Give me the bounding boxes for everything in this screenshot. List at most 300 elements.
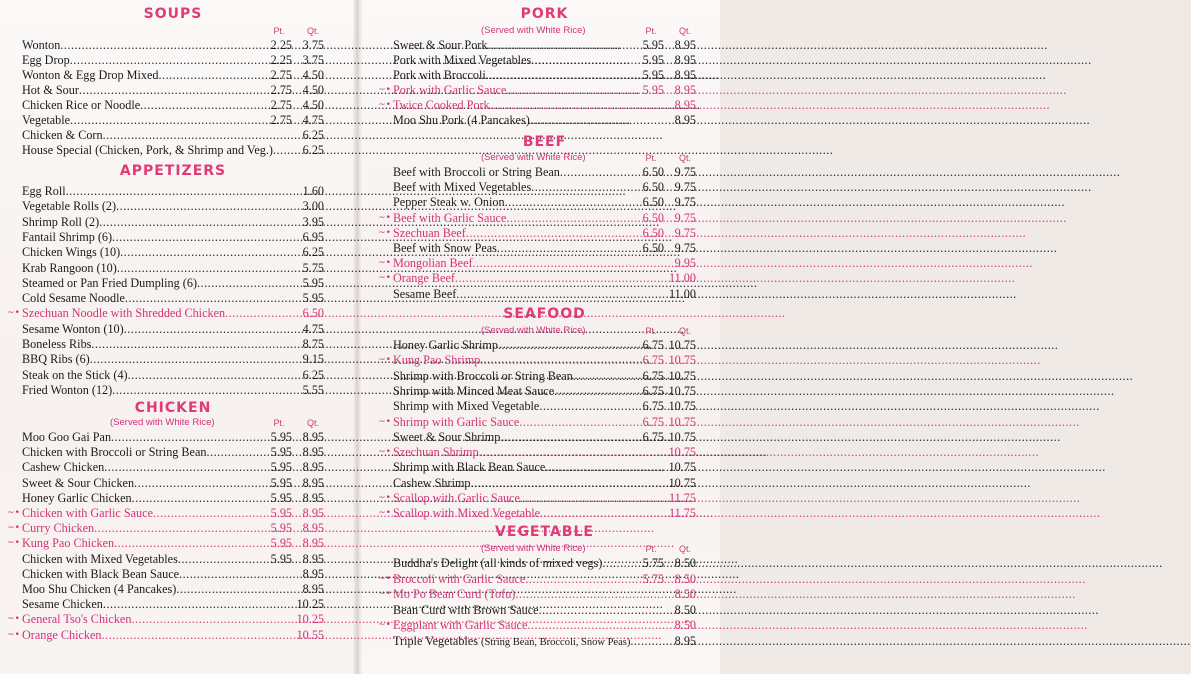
pint-price: 5.95: [270, 475, 292, 490]
item-name-text: Egg Drop: [22, 53, 70, 67]
dot-leader: [520, 491, 664, 506]
quart-price: 9.75: [674, 225, 696, 240]
menu-item: [393, 180, 696, 195]
menu-item: [393, 476, 696, 491]
item-name: [22, 261, 117, 276]
item-name-text: Egg Roll: [22, 184, 66, 198]
quart-price: 10.25: [296, 597, 324, 612]
quart-price: 10.75: [668, 445, 696, 460]
item-name: [393, 618, 527, 633]
quart-price: 10.75: [668, 368, 696, 383]
quart-price: 8.95: [302, 460, 324, 475]
quart-price: 11.00: [669, 271, 696, 286]
item-name: [393, 226, 466, 241]
dot-leader: [116, 199, 292, 214]
item-name-text: Buddha's Delight (all kinds of mixed vegs): [393, 556, 603, 570]
item-name: [22, 337, 91, 352]
quart-header: Qt.: [678, 326, 691, 336]
item-name-text: Krab Rangoon (10): [22, 260, 117, 275]
section-title-chicken: CHICKEN: [134, 400, 212, 416]
dot-leader: [505, 195, 643, 210]
dot-leader: [70, 113, 271, 128]
section-title-seafood: SEAFOOD: [503, 306, 586, 322]
quart-price: 8.95: [302, 582, 324, 596]
quart-header: Qt.: [678, 544, 691, 554]
item-name: [393, 241, 497, 256]
menu-item: [22, 68, 324, 83]
item-name: [22, 368, 128, 383]
item-name-text: Fantail Shrimp (6): [22, 229, 113, 244]
dot-leader: [66, 184, 292, 199]
dot-leader: [117, 261, 292, 276]
menu-item: [393, 399, 696, 414]
item-name-text: Moo Shu Pork (4 Pancakes): [393, 113, 530, 127]
item-name: [393, 445, 479, 460]
dot-leader: [506, 83, 642, 98]
quart-price: 8.75: [302, 337, 324, 351]
quart-price: 5.95: [302, 291, 324, 306]
dot-leader: [471, 476, 664, 491]
pint-price: 5.75: [642, 556, 664, 570]
item-name-text: Wonton: [22, 38, 61, 52]
item-name-text: BBQ Ribs (6): [22, 352, 90, 367]
quart-price: 8.95: [674, 633, 696, 648]
menu-item: [393, 68, 696, 83]
item-name-text: Scallop with Mixed Vegetable: [393, 506, 541, 521]
pint-price: 6.50: [642, 225, 664, 240]
spicy-icon: ~•: [378, 416, 391, 427]
menu-item: [22, 337, 324, 352]
menu-item: [22, 352, 324, 367]
quart-price: 8.95: [674, 38, 696, 52]
dot-leader: [60, 38, 270, 53]
dot-leader: [153, 506, 271, 521]
quart-price: 6.95: [302, 229, 324, 244]
item-name-text: Orange Chicken: [22, 627, 102, 642]
menu-item: [7, 306, 324, 321]
quart-price: 8.95: [674, 98, 696, 112]
quart-price: 9.75: [674, 241, 696, 255]
dot-leader: [630, 634, 664, 649]
item-name: [393, 38, 487, 53]
quart-price: 6.25: [302, 245, 324, 260]
item-name-text: Curry Chicken: [22, 521, 95, 536]
dot-leader: [125, 291, 292, 306]
menu-item: [378, 618, 696, 633]
menu-item: [378, 587, 696, 602]
menu-item: [393, 430, 696, 445]
quart-price: 9.75: [674, 210, 696, 225]
item-name-text: Cashew Chicken: [22, 460, 105, 475]
dot-leader: [120, 245, 292, 260]
menu-item: [22, 291, 324, 306]
item-name-text: Sweet & Sour Shrimp: [393, 429, 501, 444]
item-name-text: Chicken with Mixed Vegetables: [22, 551, 178, 566]
item-name: [22, 53, 70, 68]
menu-item: [393, 113, 696, 128]
menu-item: [7, 612, 324, 627]
quart-price: 10.75: [668, 429, 696, 444]
quart-header: Qt.: [306, 418, 319, 428]
dot-leader: [527, 618, 664, 633]
pint-price: 6.50: [642, 165, 664, 179]
item-name-text: Vegetable Rolls (2): [22, 199, 117, 214]
quart-price: 10.75: [668, 475, 696, 490]
section-title-appetizers: APPETIZERS: [119, 163, 227, 179]
menu-item: [378, 445, 696, 460]
item-name-text: Orange Beef: [393, 271, 455, 286]
item-name-text: Sweet & Sour Pork: [393, 38, 488, 52]
spicy-icon: ~•: [378, 493, 391, 503]
pint-price: 6.75: [642, 368, 664, 383]
item-name: [22, 230, 112, 245]
dot-leader: [102, 628, 292, 643]
dot-leader: [124, 322, 292, 337]
dot-leader: [602, 556, 642, 571]
item-name: [22, 184, 66, 199]
item-name: [22, 68, 158, 83]
menu-item: [393, 603, 696, 618]
dot-leader: [178, 552, 271, 567]
menu-item: [22, 597, 324, 612]
quart-price: 3.75: [302, 38, 324, 52]
item-name: [393, 83, 506, 98]
quart-price: 5.55: [302, 382, 324, 397]
item-name-text: Moo Goo Gai Pan: [22, 430, 112, 444]
served-note: (Served with White Rice): [481, 152, 586, 163]
item-name: [22, 567, 179, 582]
quart-price: 9.75: [674, 165, 696, 179]
item-name: [393, 430, 500, 445]
item-name: [393, 113, 530, 128]
menu-item: [378, 271, 696, 286]
item-name-text: Szechuan Beef: [393, 225, 466, 240]
item-name: [22, 430, 111, 445]
item-name: [22, 98, 140, 113]
dot-leader: [131, 612, 292, 627]
pint-price: 6.75: [642, 399, 664, 414]
spicy-icon: ~•: [7, 614, 20, 625]
item-name-text: Shrimp with Broccoli or String Bean: [393, 368, 573, 383]
menu-item: [22, 230, 324, 245]
menu-item: [378, 83, 696, 98]
dot-leader: [554, 384, 643, 399]
item-name-text: Chicken Wings (10): [22, 245, 121, 260]
menu-item: [22, 199, 324, 214]
pint-price: 2.25: [270, 53, 292, 67]
menu-item: [22, 38, 324, 53]
pint-price: 2.75: [270, 98, 292, 112]
dot-leader: [539, 399, 642, 414]
menu-item: [7, 521, 324, 536]
quart-price: 8.95: [302, 551, 324, 566]
item-name-text: Shrimp with Mixed Vegetable: [393, 399, 540, 414]
quart-price: 4.75: [302, 113, 324, 127]
pint-price: 5.95: [642, 68, 664, 82]
quart-price: 9.95: [674, 256, 696, 271]
item-name-text: Kung Pao Chicken: [22, 536, 115, 551]
item-name: [22, 476, 134, 491]
item-name: [393, 353, 480, 368]
item-name-text: Chicken & Corn: [22, 128, 103, 142]
menu-item: [22, 113, 324, 128]
served-note: (Served with White Rice): [481, 543, 586, 554]
item-name: [393, 211, 506, 226]
item-name: [22, 460, 104, 475]
spicy-icon: ~•: [378, 620, 391, 630]
quart-price: 3.00: [302, 199, 324, 214]
item-name-text: General Tso's Chicken: [22, 612, 132, 627]
spicy-icon: ~•: [7, 629, 20, 640]
pint-header: Pt.: [273, 26, 285, 36]
item-name-text: Chicken with Garlic Sauce: [22, 506, 153, 520]
pint-price: 5.95: [270, 521, 292, 536]
quart-price: 4.75: [302, 321, 324, 336]
item-name: [393, 491, 520, 506]
dot-leader: [498, 338, 643, 353]
menu-item: [393, 241, 696, 256]
dot-leader: [531, 180, 642, 195]
section-title-soups: SOUPS: [143, 6, 203, 22]
item-name: [22, 582, 176, 597]
dot-leader: [455, 271, 664, 286]
dot-leader: [539, 603, 664, 618]
item-name: [393, 384, 554, 399]
menu-item: [22, 261, 324, 276]
menu-item: [393, 195, 696, 210]
item-name-text: Beef with Broccoli or String Bean: [393, 165, 560, 179]
item-name: [393, 603, 539, 618]
menu-item: [22, 83, 324, 98]
item-name-text: Pork with Broccoli: [393, 68, 486, 82]
pint-price: 2.25: [270, 38, 292, 52]
dot-leader: [497, 241, 643, 256]
item-name-text: Pork with Mixed Vegetables: [393, 53, 532, 67]
item-name-text: Pepper Steak w. Onion: [393, 195, 505, 210]
item-name-text: Mo Po Bean Curd (Tofu): [393, 587, 516, 601]
quart-price: 3.75: [302, 53, 324, 67]
spicy-icon: ~•: [378, 573, 391, 584]
quart-price: 10.55: [296, 627, 324, 642]
menu-item: [393, 38, 696, 53]
item-name-text: Sesame Wonton (10): [22, 321, 124, 336]
menu-item: [393, 556, 696, 571]
item-name-text: Moo Shu Chicken (4 Pancakes): [22, 582, 177, 596]
item-name: [393, 98, 490, 113]
item-name: [393, 53, 531, 68]
menu-item: [378, 571, 696, 587]
item-name: [22, 521, 94, 536]
spicy-icon: ~•: [378, 589, 391, 599]
dot-leader: [490, 98, 664, 113]
item-name: [393, 572, 525, 587]
spicy-icon: ~•: [378, 227, 391, 238]
item-name-text: Sesame Beef: [393, 286, 457, 301]
section-title-vegetable: VEGETABLE: [495, 524, 594, 540]
menu-item: [22, 322, 324, 337]
pint-price: 2.75: [270, 83, 292, 97]
item-name: [393, 180, 531, 195]
quart-price: 10.75: [668, 460, 696, 475]
quart-price: 4.50: [302, 98, 324, 112]
menu-item: [22, 383, 324, 398]
item-name-text: Sesame Chicken: [22, 597, 103, 612]
quart-price: 8.95: [302, 475, 324, 490]
item-name: [22, 291, 125, 306]
dot-leader: [70, 53, 271, 68]
quart-price: 3.95: [302, 214, 324, 229]
dot-leader: [104, 460, 270, 475]
pint-price: 6.75: [642, 353, 664, 368]
pint-price: 5.95: [642, 38, 664, 52]
menu-item: [22, 460, 324, 475]
dot-leader: [197, 276, 292, 291]
dot-leader: [515, 587, 664, 602]
dot-leader: [225, 306, 292, 321]
spicy-icon: ~•: [378, 258, 391, 269]
item-name: [393, 415, 519, 430]
dot-leader: [506, 211, 642, 226]
spicy-icon: ~•: [7, 508, 20, 518]
menu-item: [393, 53, 696, 68]
item-name-text: Sweet & Sour Chicken: [22, 475, 135, 490]
pint-price: 2.75: [270, 68, 292, 82]
menu-item: [393, 287, 696, 302]
quart-price: 8.95: [302, 506, 324, 520]
quart-price: 10.25: [296, 612, 324, 627]
spicy-icon: ~•: [378, 85, 391, 95]
quart-price: 6.25: [302, 143, 324, 157]
item-name: [393, 256, 473, 271]
quart-price: 4.50: [302, 83, 324, 97]
pint-price: 5.95: [270, 506, 292, 520]
dot-leader: [128, 368, 292, 383]
section-title-pork: PORK: [520, 6, 569, 22]
item-name: [22, 83, 79, 98]
quart-price: 8.95: [674, 113, 696, 127]
pint-price: 5.95: [642, 53, 664, 67]
item-name: [393, 165, 560, 180]
item-name-text: Szechuan Shrimp: [393, 445, 479, 460]
dot-leader: [114, 536, 271, 551]
menu-item: [22, 491, 324, 506]
item-name: [393, 556, 602, 571]
pint-price: 5.95: [642, 83, 664, 97]
quart-price: 8.95: [302, 536, 324, 551]
item-name-text: Triple Vegetables: [393, 633, 478, 648]
item-name-text: Chicken with Broccoli or String Bean: [22, 445, 207, 460]
item-name: [22, 38, 60, 53]
dot-leader: [273, 143, 292, 158]
dot-leader: [176, 582, 292, 597]
pint-price: 2.75: [270, 113, 292, 127]
item-name: [393, 369, 573, 384]
item-name: [393, 68, 486, 83]
item-name: [393, 287, 456, 302]
item-name-text: Beef with Snow Peas: [393, 241, 497, 255]
item-name: [393, 587, 515, 602]
quart-price: 10.75: [668, 399, 696, 414]
item-name: [22, 536, 114, 551]
quart-price: 6.25: [302, 367, 324, 382]
menu-item: [378, 506, 696, 521]
item-name-text: Shrimp with Garlic Sauce: [393, 414, 520, 429]
dot-leader: [112, 230, 292, 245]
pint-header: Pt.: [645, 326, 657, 336]
quart-price: 8.95: [302, 566, 324, 581]
dot-leader: [158, 68, 270, 83]
dot-leader: [466, 226, 643, 241]
item-name: [393, 634, 630, 650]
dot-leader: [99, 215, 292, 230]
dot-leader: [112, 383, 292, 398]
item-name: [393, 460, 545, 475]
menu-item: [393, 460, 696, 475]
pint-price: 5.95: [270, 490, 292, 505]
pint-price: 6.50: [642, 241, 664, 255]
pint-price: 6.75: [642, 338, 664, 352]
item-name: [22, 506, 153, 521]
item-name-text: Honey Garlic Shrimp: [393, 338, 498, 352]
menu-item: [22, 276, 324, 291]
item-name: [393, 338, 498, 353]
quart-price: 6.50: [302, 306, 324, 321]
pint-price: 6.50: [642, 195, 664, 210]
item-name-text: Eggplant with Garlic Sauce: [393, 618, 528, 632]
dot-leader: [486, 68, 643, 83]
pint-header: Pt.: [645, 544, 657, 554]
quart-price: 8.50: [674, 587, 696, 601]
menu-item: [22, 368, 324, 383]
quart-header: Qt.: [678, 26, 691, 36]
quart-price: 11.75: [669, 506, 696, 521]
pint-price: 5.75: [642, 571, 664, 586]
menu-item: [393, 165, 696, 180]
served-note: (Served with White Rice): [481, 325, 586, 336]
item-name-detail: (String Bean, Broccoli, Snow Peas): [481, 636, 631, 648]
quart-price: 6.25: [302, 128, 324, 142]
item-name-text: Fried Wonton (12): [22, 382, 113, 397]
quart-price: 11.75: [669, 491, 696, 505]
menu-item: [378, 225, 696, 241]
quart-price: 8.95: [302, 521, 324, 536]
pint-price: 6.75: [642, 429, 664, 444]
spicy-icon: ~•: [378, 212, 391, 223]
item-name-text: Cashew Shrimp: [393, 475, 471, 490]
quart-price: 8.50: [674, 556, 696, 570]
item-name-text: Hot & Sour: [22, 83, 79, 97]
quart-price: 8.95: [674, 53, 696, 67]
item-name-text: Cold Sesame Noodle: [22, 291, 125, 306]
dot-leader: [79, 83, 271, 98]
item-name-text: Kung Pao Shrimp: [393, 353, 481, 368]
pint-header: Pt.: [645, 26, 657, 36]
dot-leader: [560, 165, 643, 180]
served-note: (Served with White Rice): [481, 25, 586, 36]
item-name-text: Szechuan Noodle with Shredded Chicken: [22, 306, 226, 321]
dot-leader: [134, 476, 271, 491]
item-name: [22, 215, 99, 230]
item-name: [22, 552, 178, 567]
menu-item: [378, 491, 696, 506]
item-name: [22, 628, 102, 643]
item-name-text: Steak on the Stick (4): [22, 367, 128, 382]
menu-item: [393, 634, 696, 649]
quart-price: 8.50: [674, 571, 696, 586]
item-name: [393, 271, 455, 286]
item-name-text: Shrimp with Black Bean Sauce: [393, 460, 546, 475]
quart-price: 1.60: [302, 184, 324, 198]
